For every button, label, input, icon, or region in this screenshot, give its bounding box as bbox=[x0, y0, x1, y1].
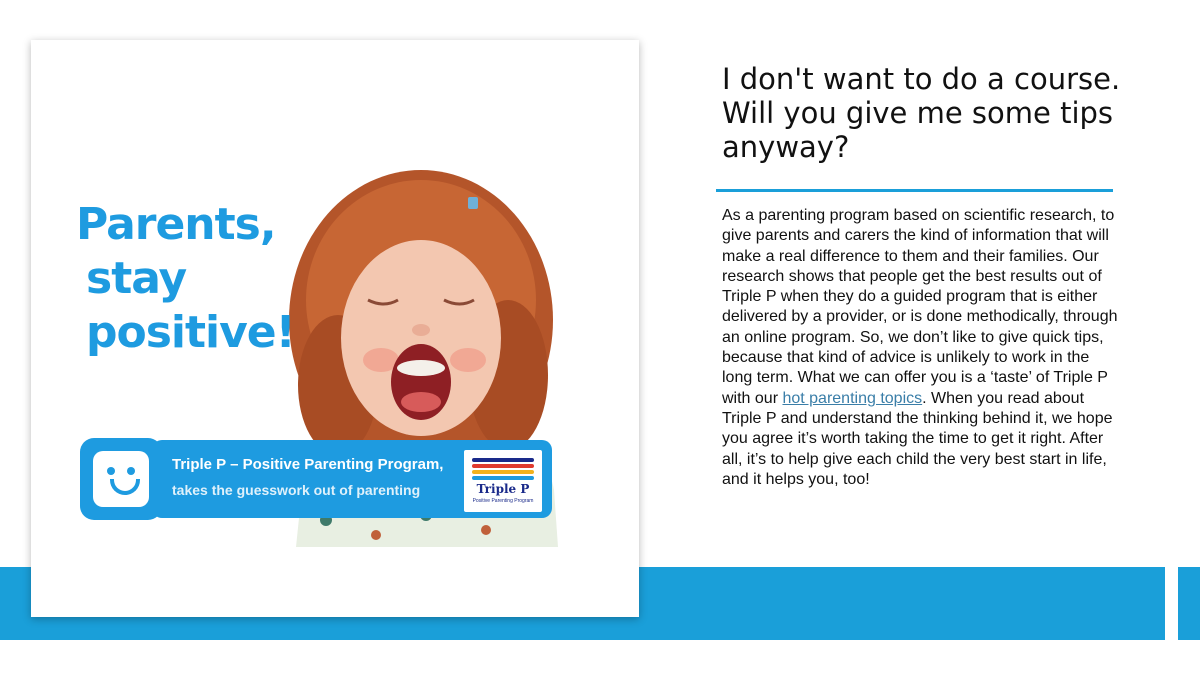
slide-title: I don't want to do a course. Will you give me some tips anyway? bbox=[722, 62, 1121, 164]
slogan-text bbox=[76, 198, 295, 360]
accent-band-right bbox=[1178, 567, 1200, 640]
program-banner bbox=[80, 438, 552, 520]
triple-p-logo bbox=[462, 448, 544, 514]
logo-subtext: Positive Parenting Program bbox=[472, 498, 534, 504]
body-text-part: As a parenting program based on scientific research, to give parents and carers the kind of information that will make a real difference to them and their families. Our research shows that people get the best results out of Triple P when they do a guided program that is either delivered by a provider, or is done methodically, through an online program. So, we don’t like to give quick tips, because that kind of advice is unlikely to work in the long term. What we can offer you is a ‘taste’ of Triple P with our bbox=[722, 207, 1118, 407]
promo-image bbox=[76, 170, 578, 547]
banner-title: Triple P – Positive Parenting Program, bbox=[172, 456, 444, 473]
slogan-line: stay bbox=[86, 253, 187, 304]
smiley-icon bbox=[80, 438, 162, 520]
banner-pill bbox=[152, 440, 552, 518]
title-divider bbox=[716, 189, 1113, 192]
slogan-line: positive! bbox=[86, 307, 295, 358]
banner-tagline: takes the guesswork out of parenting bbox=[172, 482, 421, 498]
logo-text: Triple P bbox=[476, 482, 530, 496]
slogan-line: Parents, bbox=[76, 199, 276, 250]
slide-body bbox=[722, 206, 1122, 490]
body-text-part: . When you read about Triple P and understand the thinking behind it, we hope you agree it’s worth taking the time to get it right. After all, it’s to help give each child the very best start in life, and it helps you, too! bbox=[722, 389, 1113, 488]
hot-parenting-topics-link[interactable]: hot parenting topics bbox=[782, 389, 923, 407]
